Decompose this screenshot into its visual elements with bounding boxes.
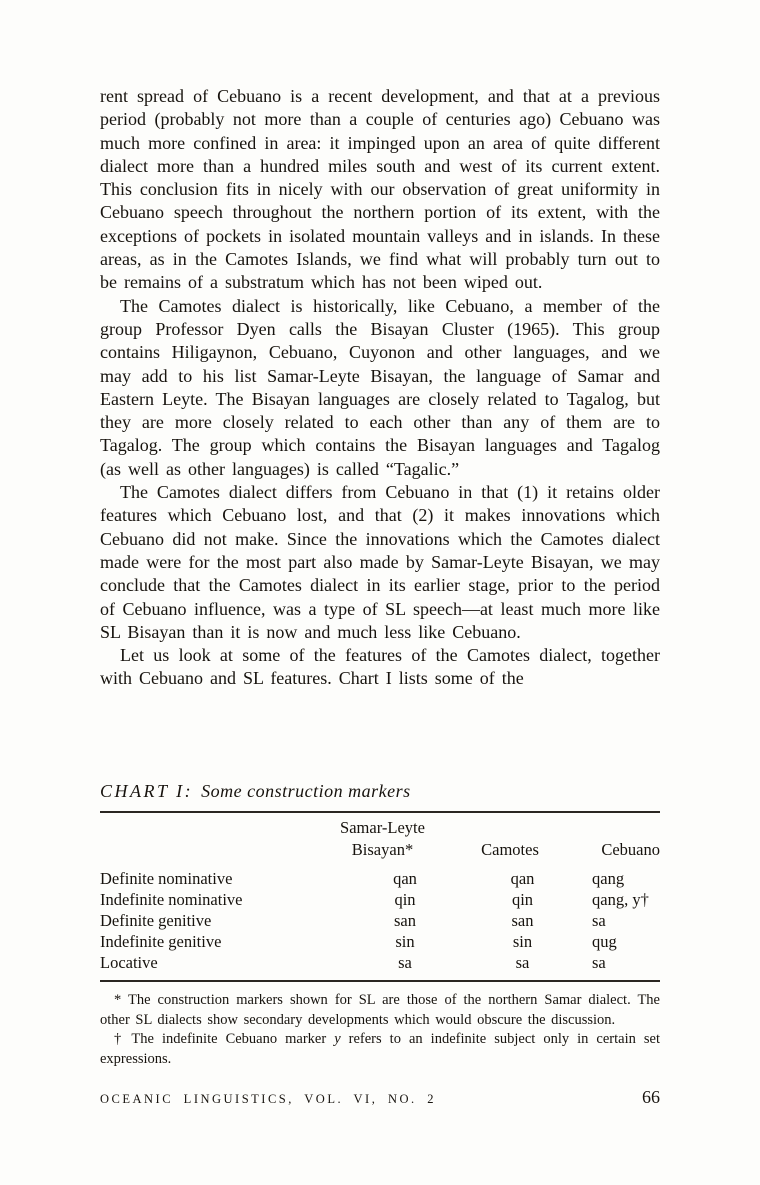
table-header-samar-leyte-line2: Bisayan*: [351, 840, 414, 859]
table-top-rule: [100, 811, 660, 813]
footnote-italic-y: y: [334, 1031, 341, 1048]
table-header-camotes: Camotes: [481, 840, 539, 859]
footnote-asterisk: [100, 991, 660, 1030]
journal-volume-line: OCEANIC LINGUISTICS, VOL. VI, NO. 2: [100, 1092, 436, 1107]
table-header-samar-leyte: [340, 817, 470, 861]
cebuano-cell: sa: [592, 911, 606, 930]
row-label: Definite nominative: [100, 869, 233, 888]
footnote-marker: *: [114, 992, 122, 1008]
sl-cell: qin: [394, 890, 416, 909]
cebuano-cell: qug: [592, 932, 617, 951]
table-header-row: [100, 817, 660, 861]
camotes-cell: qin: [511, 890, 534, 909]
table-row: [100, 868, 660, 889]
paragraph: Let us look at some of the features of the Camotes dialect, together with Cebuano and SL features. Chart I lists some of the: [100, 645, 660, 689]
footnote-text-part1: The indefinite Cebuano marker: [131, 1031, 335, 1048]
table-bottom-rule: [100, 980, 660, 982]
paragraph-continuation: rent spread of Cebuano is a recent development, and that at a previous period (probably not more than a couple of centuries ago) Cebuano was much more confined in area: it impinged upon an area of quite different dialect more than a hundred miles south and west of its current extent. This conclusion fits in nicely with our observation of great uniformity in Cebuano speech throughout the northern portion of its extent, with the exceptions of pockets in isolated mountain valleys and in islands. In these areas, as in the Camotes Islands, we find what will probably turn out to be remains of a substratum which has not been wiped out.: [100, 86, 660, 293]
footnote-marker: †: [114, 1031, 124, 1048]
table-header-samar-leyte-line1: Samar-Leyte: [340, 818, 425, 837]
footnotes: [100, 991, 660, 1069]
chart-1-table: [100, 781, 660, 982]
cebuano-cell: qang, y†: [592, 890, 649, 909]
sl-cell: sa: [398, 953, 412, 972]
camotes-cell: sin: [512, 932, 533, 951]
footnote-text: The construction markers shown for SL are those of the northern Samar dialect. The other SL dialects show secondary developments which would obscure the discussion.: [100, 992, 660, 1028]
camotes-cell: sa: [515, 953, 530, 972]
page-number: 66: [642, 1087, 660, 1108]
row-label: Definite genitive: [100, 911, 212, 930]
paragraph: The Camotes dialect is historically, like Cebuano, a member of the group Professor Dyen calls the Bisayan Cluster (1965). This group contains Hiligaynon, Cebuano, Cuyonon and other languages, and we may add to his list Samar-Leyte Bisayan, the language of Samar and Eastern Leyte. The Bisayan languages are closely related to Tagalog, but they are more closely related to each other than any of them are to Tagalog. The group which contains the Bisayan languages and Tagalog (as well as other languages) is called “Tagalic.”: [100, 295, 660, 479]
row-label: Indefinite genitive: [100, 932, 222, 951]
table-header-cebuano: Cebuano: [601, 840, 660, 859]
footnote-text-part2: refers to an indefinite subject only in certain set expressions.: [100, 1031, 660, 1067]
camotes-cell: san: [511, 911, 534, 930]
table-row: [100, 931, 660, 952]
chart-title-label: CHART I:: [100, 781, 194, 801]
cebuano-cell: qang: [592, 869, 625, 888]
camotes-cell: qan: [510, 869, 535, 888]
article-body: [100, 85, 660, 765]
table-row: [100, 910, 660, 931]
sl-cell: sin: [395, 932, 415, 951]
table-row: [100, 952, 660, 973]
chart-title-text: Some construction markers: [201, 781, 411, 801]
row-label: Indefinite nominative: [100, 890, 243, 909]
row-label: Locative: [100, 953, 158, 972]
page-footer: [100, 1087, 660, 1108]
sl-cell: san: [394, 911, 416, 930]
footnote-dagger: [100, 1030, 660, 1069]
chart-title: [100, 781, 660, 802]
table-row: [100, 889, 660, 910]
sl-cell: qan: [393, 869, 417, 888]
paragraph: The Camotes dialect differs from Cebuano in that (1) it retains older features which Cebuano lost, and that (2) it makes innovations which Cebuano did not make. Since the innovations which the Camotes dialect made were for the most part also made by Samar-Leyte Bisayan, we may conclude that the Camotes dialect in its earlier stage, prior to the period of Cebuano influence, was a type of SL speech—at least much more like SL Bisayan than it is now and much less like Cebuano.: [100, 482, 660, 642]
cebuano-cell: sa: [592, 953, 606, 972]
